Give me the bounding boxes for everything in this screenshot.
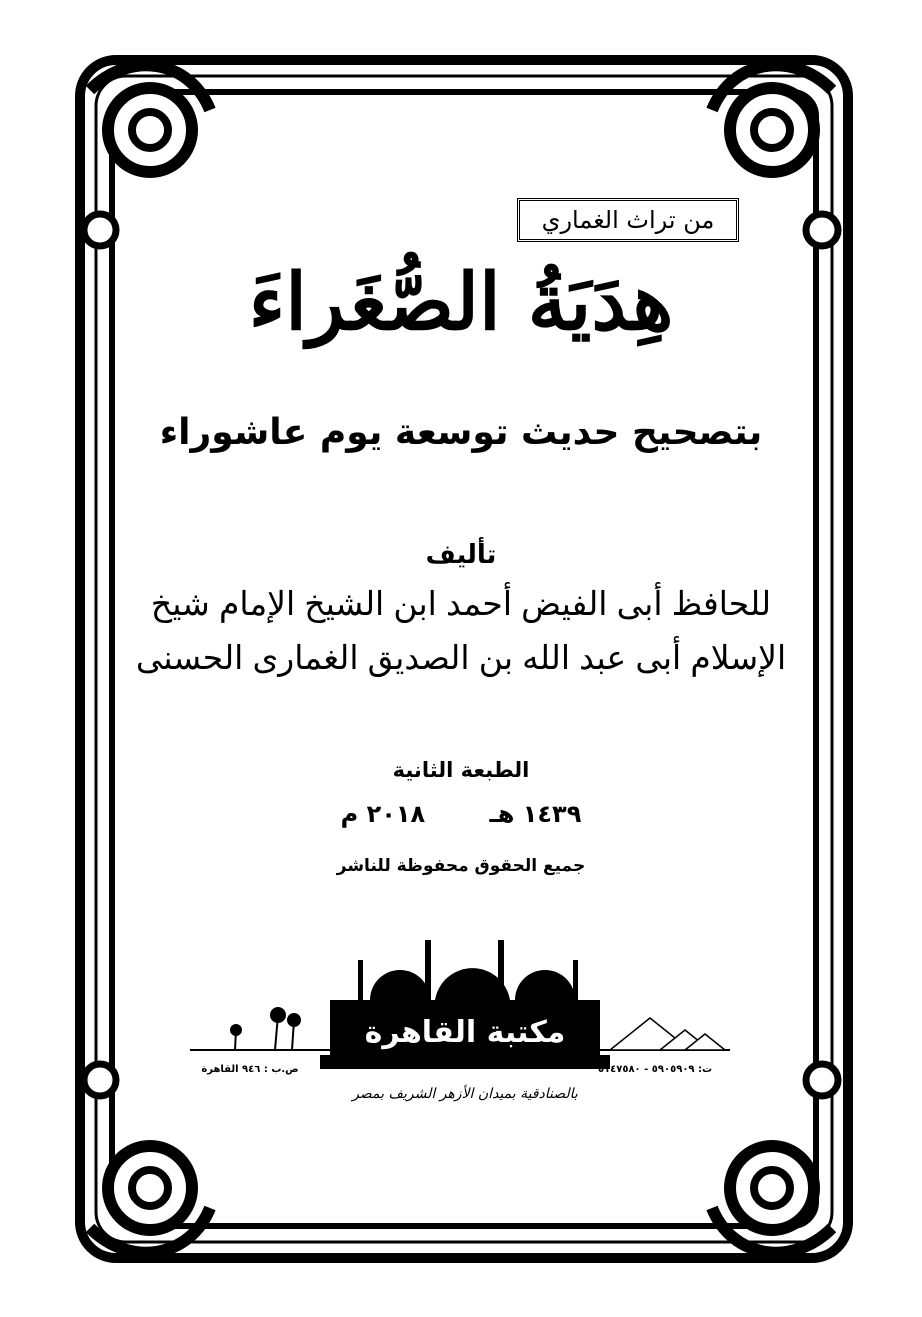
publisher-address: بالصنادقية بميدان الأزهر الشريف بمصر: [352, 1086, 578, 1102]
rights-notice: جميع الحقوق محفوظة للناشر: [336, 856, 586, 876]
edition-label: الطبعة الثانية: [392, 758, 530, 782]
book-subtitle: بتصحيح حديث توسعة يوم عاشوراء: [159, 412, 763, 453]
phone-numbers: ت: ٥٩٠٥٩٠٩ - ٥١٤٧٥٨٠: [597, 1064, 713, 1075]
side-ornament-left-low: [84, 1064, 116, 1096]
palm-trees-graphic: [231, 1008, 300, 1050]
year-hijri: ١٤٣٩ هـ: [489, 800, 582, 828]
side-ornament-right-low: [806, 1064, 838, 1096]
po-box: ص.ب : ٩٤٦ القاهرة: [201, 1064, 299, 1075]
side-ornament-left: [84, 214, 116, 246]
publisher-logo: [180, 930, 740, 1120]
publication-years: [0, 800, 922, 828]
corner-ornament-bottom-left: [90, 1146, 210, 1253]
book-title: هِدَيَةُ الصُّغَراءَ: [248, 257, 674, 348]
author-line-1: للحافظ أبى الفيض أحمد ابن الشيخ الإمام شيخ: [150, 585, 772, 622]
side-ornament-right: [806, 214, 838, 246]
pyramids-graphic: [610, 1018, 725, 1050]
logo-text: مكتبة القاهرة: [364, 1015, 566, 1050]
corner-ornament-top-left: [90, 65, 210, 172]
authorship-label: تأليف: [425, 540, 497, 570]
series-label: من تراث الغماري: [517, 198, 739, 242]
year-gregorian: ٢٠١٨ م: [340, 800, 426, 828]
author-line-2: الإسلام أبى عبد الله بن الصديق الغمارى الحسنى: [135, 639, 787, 676]
